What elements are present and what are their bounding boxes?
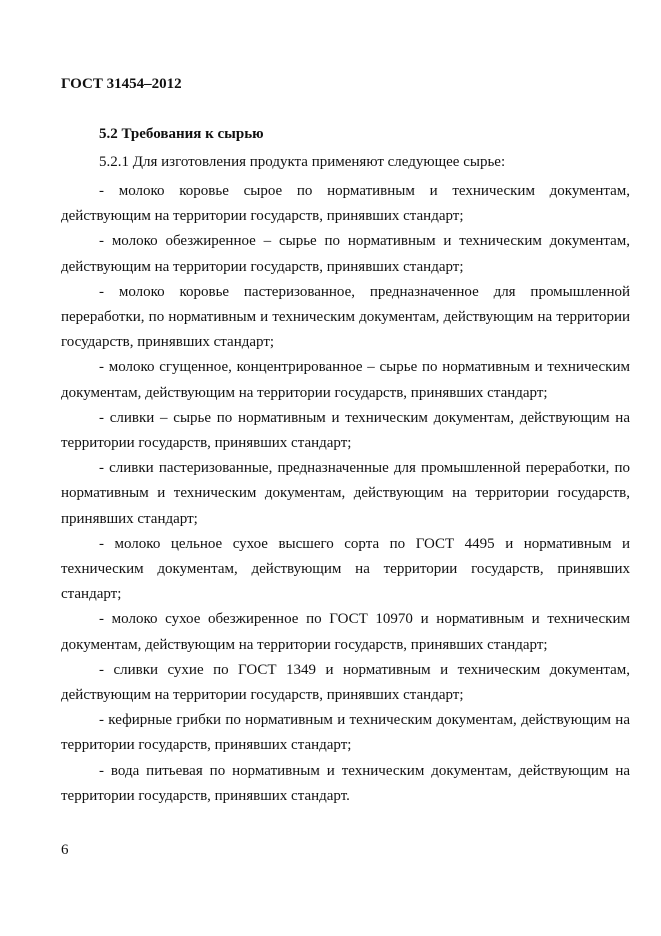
list-item: - сливки пастеризованные, предназначенные для промышленной переработки, по нормативным и техническим документам, действующим на территории государств, принявших стандарт; [61,460,630,527]
list-item: - сливки сухие по ГОСТ 1349 и нормативным и техническим документам, действующим на территории государств, принявших стандарт; [61,661,630,704]
section-title: 5.2 Требования к сырью [99,126,264,142]
list-item: - кефирные грибки по нормативным и техническим документам, действующим на территории государств, принявших стандарт; [61,712,630,754]
list-item: - молоко сухое обезжиренное по ГОСТ 10970 и нормативным и техническим документам, действующим на территории государств, принявших стандарт; [61,611,630,653]
list-item: - молоко коровье сырое по нормативным и техническим документам, действующим на территории государств, принявших стандарт; [61,183,630,225]
list-item: - молоко обезжиренное – сырье по нормативным и техническим документам, действующим на территории государств, принявших стандарт; [61,233,630,275]
raw-materials-list [61,179,630,809]
list-item: - вода питьевая по нормативным и техническим документам, действующим на территории государств, принявших стандарт. [61,762,630,804]
list-item: - молоко цельное сухое высшего сорта по ГОСТ 4495 и нормативным и техническим документам, действующим на территории государств, принявших стандарт; [61,535,630,603]
document-header: ГОСТ 31454–2012 [61,76,182,92]
page-number: 6 [61,842,69,858]
list-item: - молоко сгущенное, концентрированное – сырье по нормативным и техническим документам, действующим на территории государств, принявших стандарт; [61,359,630,401]
intro-paragraph: 5.2.1 Для изготовления продукта применяют следующее сырье: [99,154,506,170]
list-item: - сливки – сырье по нормативным и техническим документам, действующим на территории государств, принявших стандарт; [61,409,630,452]
list-item: - молоко коровье пастеризованное, предназначенное для промышленной переработки, по нормативным и техническим документам, действующим на территории государств, принявших стандарт; [61,283,630,351]
